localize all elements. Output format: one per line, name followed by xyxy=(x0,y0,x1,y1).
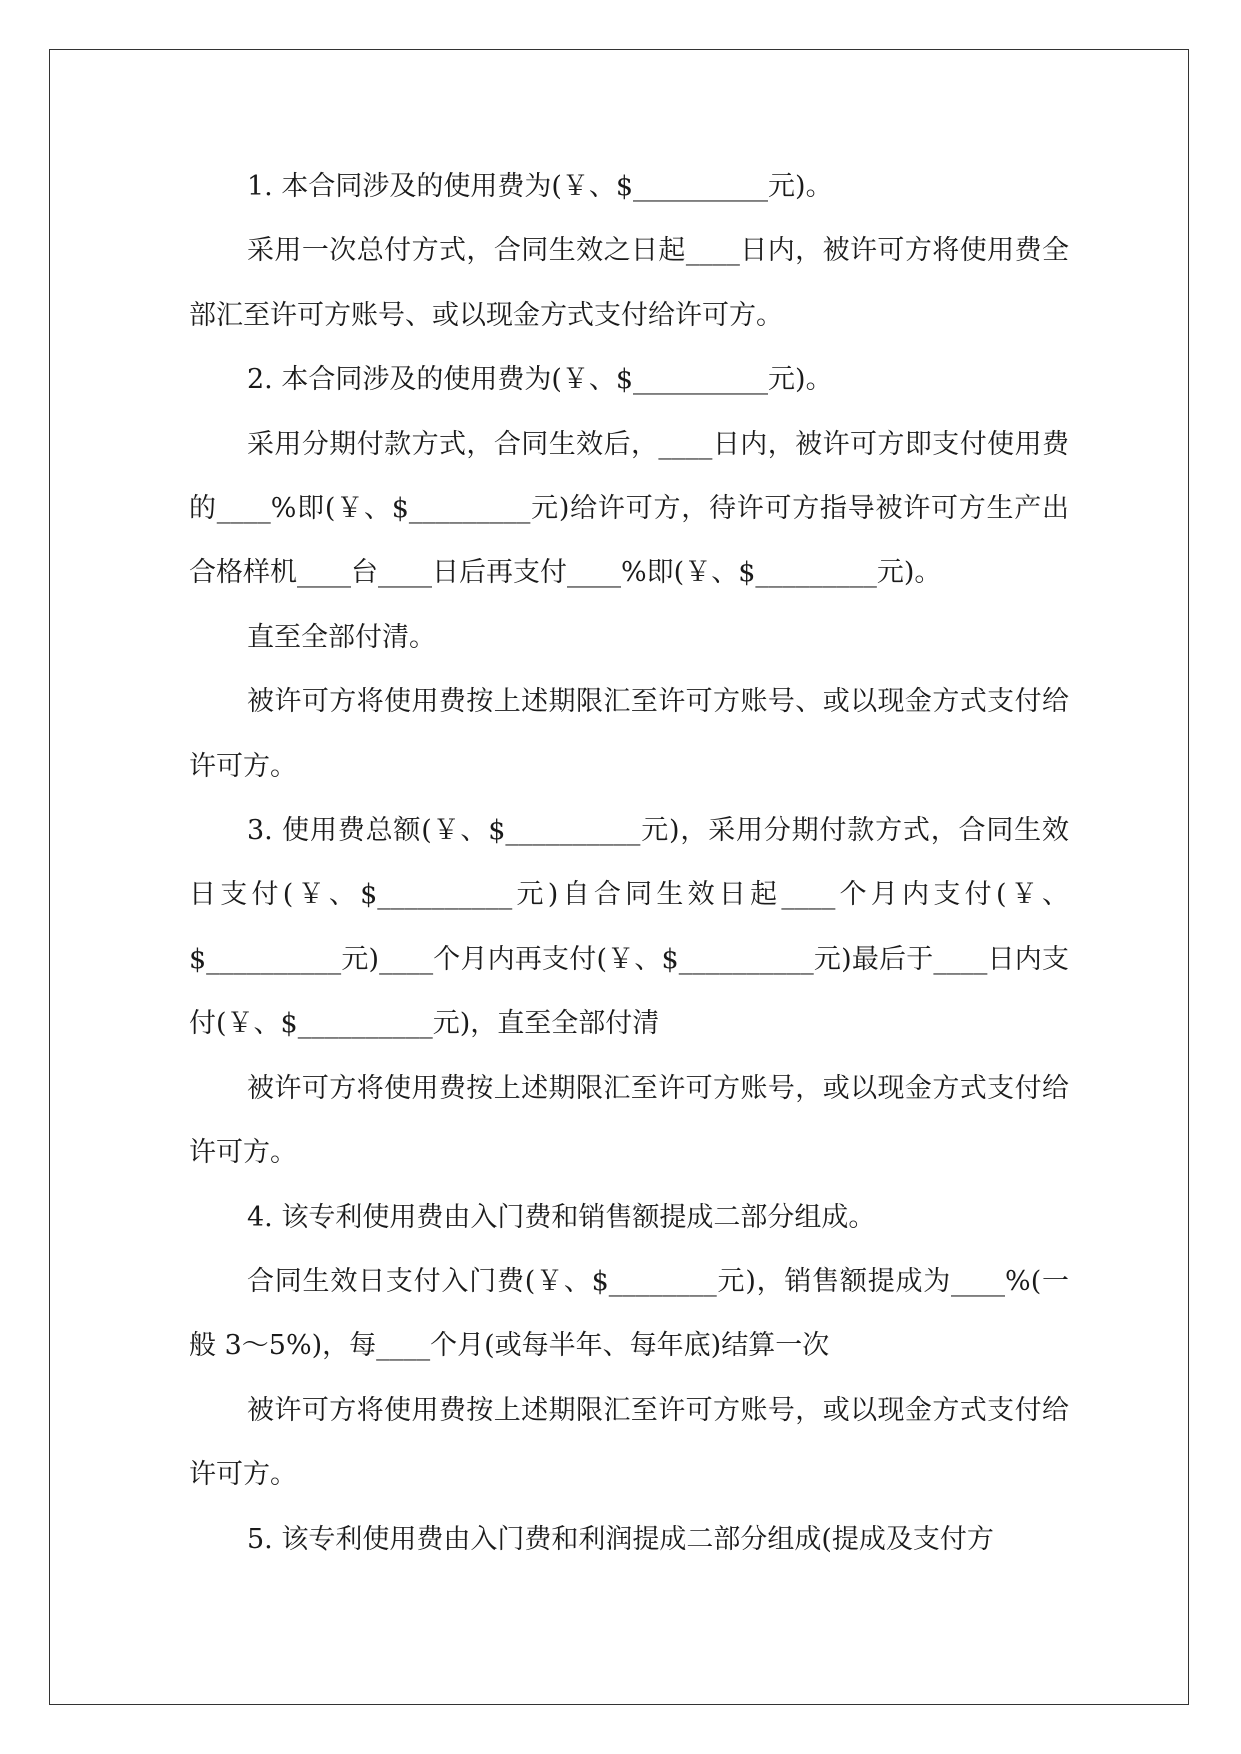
paragraph-12: 5. 该专利使用费由入门费和利润提成二部分组成(提成及支付方 xyxy=(247,1523,994,1555)
paragraph-8: 被许可方将使用费按上述期限汇至许可方账号，或以现金方式支付给许可方。 xyxy=(189,1072,1069,1169)
paragraph-1: 1. 本合同涉及的使用费为(￥、$__________元)。 xyxy=(247,171,833,202)
paragraph-3: 2. 本合同涉及的使用费为(￥、$__________元)。 xyxy=(247,364,833,396)
paragraph-9: 4. 该专利使用费由入门费和销售额提成二部分组成。 xyxy=(247,1201,876,1233)
paragraph-5: 直至全部付清。 xyxy=(247,621,436,653)
paragraph-10: 合同生效日支付入门费(￥、$________元)，销售额提成为____%(一般 3～5%)，每____个月(或每半年、每年底)结算一次 xyxy=(189,1265,1069,1362)
document-body xyxy=(189,155,1069,1572)
paragraph-4: 采用分期付款方式，合同生效后，____日内，被许可方即支付使用费的____%即(￥、$_________元)给许可方，待许可方指导被许可方生产出合格样机____台____日后再支付____%即(￥、$_________元)。 xyxy=(189,428,1069,589)
paragraph-6: 被许可方将使用费按上述期限汇至许可方账号、或以现金方式支付给许可方。 xyxy=(189,686,1069,782)
paragraph-2: 采用一次总付方式，合同生效之日起____日内，被许可方将使用费全部汇至许可方账号、或以现金方式支付给许可方。 xyxy=(189,235,1069,331)
paragraph-7: 3. 使用费总额(￥、$__________元)，采用分期付款方式，合同生效日支付(￥、$__________元)自合同生效日起____个月内支付(￥、$__________元)____个月内再支付(￥、$__________元)最后于____日内支付(￥、$__________元)，直至全部付清 xyxy=(189,815,1069,1040)
paragraph-11: 被许可方将使用费按上述期限汇至许可方账号，或以现金方式支付给许可方。 xyxy=(189,1394,1069,1491)
